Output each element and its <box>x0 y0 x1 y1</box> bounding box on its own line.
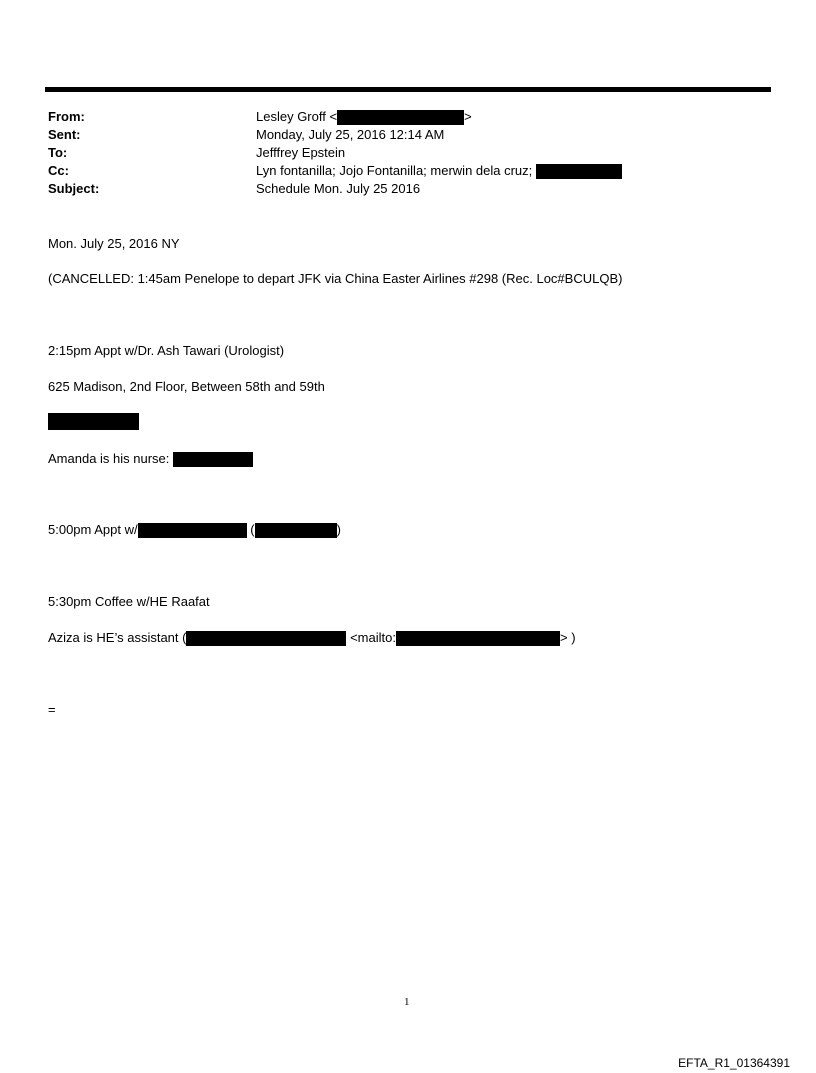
redaction-box <box>138 523 247 538</box>
redaction-box <box>186 631 346 646</box>
cc-label: Cc: <box>48 163 69 178</box>
mailto-text: <mailto: <box>350 630 396 645</box>
subject-value: Schedule Mon. July 25 2016 <box>256 181 421 196</box>
subject-label: Subject: <box>48 181 100 196</box>
from-name: Lesley Groff < <box>256 109 338 124</box>
page-number: 1 <box>404 996 410 1008</box>
date-line: Mon. July 25, 2016 NY <box>48 236 180 251</box>
sent-label: Sent: <box>48 127 81 142</box>
cancelled-line: (CANCELLED: 1:45am Penelope to depart JFK via China Easter Airlines #298 (Rec. Loc#BCULQB) <box>48 271 623 286</box>
nurse-text: Amanda is his nurse: <box>48 451 170 466</box>
redaction-box <box>48 413 139 430</box>
appointment-line-2 <box>48 521 341 539</box>
appt2-close: ) <box>336 522 341 537</box>
coffee-line: 5:30pm Coffee w/HE Raafat <box>48 594 210 609</box>
from-close: > <box>464 109 472 124</box>
appt2-text: 5:00pm Appt w/ <box>48 522 138 537</box>
assistant-text: Aziza is HE’s assistant ( <box>48 630 187 645</box>
redaction-box <box>536 164 622 179</box>
nurse-line <box>48 450 253 468</box>
redaction-box <box>396 631 560 646</box>
address-line: 625 Madison, 2nd Floor, Between 58th and 59th <box>48 379 325 394</box>
equals-line: = <box>48 702 56 717</box>
assistant-close: > ) <box>559 630 576 645</box>
redaction-box <box>337 110 464 125</box>
sent-value: Monday, July 25, 2016 12:14 AM <box>256 127 445 142</box>
cc-recipients: Lyn fontanilla; Jojo Fontanilla; merwin dela cruz; <box>256 163 533 178</box>
redaction-box <box>255 523 337 538</box>
appointment-line: 2:15pm Appt w/Dr. Ash Tawari (Urologist) <box>48 343 285 358</box>
from-value <box>256 108 472 126</box>
to-value: Jefffrey Epstein <box>256 145 346 160</box>
from-label: From: <box>48 109 85 124</box>
header-rule <box>45 87 771 92</box>
to-label: To: <box>48 145 68 160</box>
assistant-line <box>48 629 576 647</box>
appt2-open: ( <box>250 522 255 537</box>
document-id: EFTA_R1_01364391 <box>678 1056 790 1070</box>
redaction-box <box>173 452 253 467</box>
cc-value <box>256 162 622 180</box>
